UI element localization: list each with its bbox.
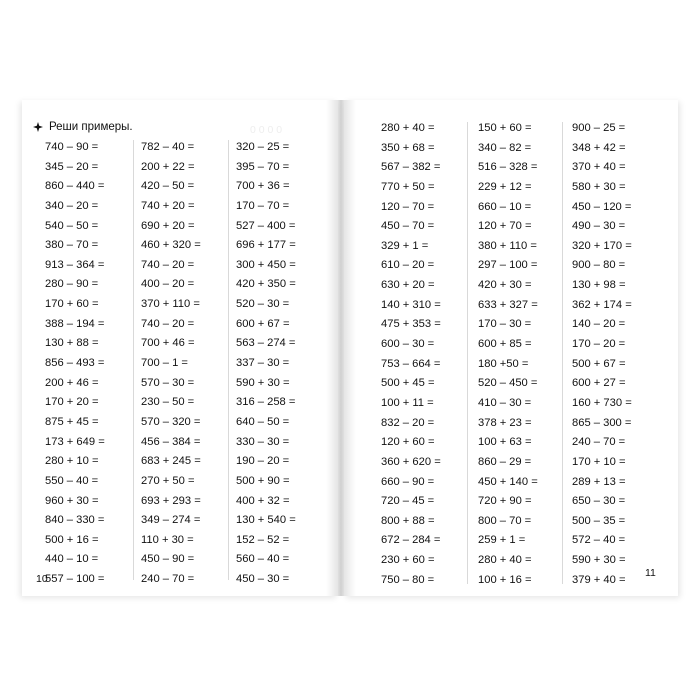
left-column-3 <box>236 138 328 590</box>
exercise-item: 913 – 364 = <box>45 258 105 271</box>
exercise-item: 860 – 440 = <box>45 180 105 193</box>
exercise-item: 289 + 13 = <box>572 475 626 488</box>
exercise-item: 750 – 80 = <box>381 573 435 586</box>
exercise-item: 740 – 20 = <box>141 258 195 271</box>
exercise-item: 152 – 52 = <box>236 533 290 546</box>
exercise-item: 600 + 67 = <box>236 317 290 330</box>
exercise-item: 500 + 90 = <box>236 474 290 487</box>
exercise-item: 360 + 620 = <box>381 455 441 468</box>
left-column-1 <box>45 138 137 590</box>
exercise-item: 388 – 194 = <box>45 317 105 330</box>
exercise-item: 500 – 35 = <box>572 514 626 527</box>
exercise-item: 840 – 330 = <box>45 514 105 527</box>
right-column-3 <box>572 119 664 590</box>
exercise-item: 800 – 70 = <box>478 514 532 527</box>
exercise-item: 280 + 40 = <box>381 122 435 134</box>
exercise-item: 380 + 110 = <box>478 239 537 252</box>
exercise-item: 865 – 300 = <box>572 416 632 429</box>
exercise-item: 696 + 177 = <box>236 239 296 252</box>
exercise-item: 580 + 30 = <box>572 180 626 193</box>
exercise-item: 280 + 40 = <box>478 554 532 567</box>
exercise-item: 590 + 30 = <box>236 376 290 389</box>
exercise-item: 475 + 353 = <box>381 318 441 331</box>
exercise-item: 450 – 90 = <box>141 553 195 566</box>
left-divider-1 <box>133 140 134 580</box>
exercise-item: 173 + 649 = <box>45 435 105 448</box>
exercise-item: 130 + 88 = <box>45 337 99 350</box>
right-column-2 <box>478 119 570 590</box>
exercise-item: 320 – 25 = <box>236 141 290 153</box>
exercise-item: 720 + 90 = <box>478 495 532 508</box>
exercise-item: 345 – 20 = <box>45 160 99 173</box>
exercise-item: 420 + 30 = <box>478 279 532 292</box>
exercise-item: 259 + 1 = <box>478 534 526 547</box>
instruction-text: Реши примеры. <box>49 121 133 133</box>
left-column-2 <box>141 138 233 590</box>
instruction <box>33 121 133 133</box>
exercise-item: 150 + 60 = <box>478 122 532 134</box>
exercise-item: 832 – 20 = <box>381 416 435 429</box>
exercise-item: 140 – 20 = <box>572 318 626 331</box>
exercise-item: 170 + 60 = <box>45 298 99 311</box>
exercise-item: 560 – 40 = <box>236 553 290 566</box>
exercise-item: 160 + 730 = <box>572 396 632 409</box>
exercise-item: 570 – 320 = <box>141 415 201 428</box>
exercise-item: 370 + 110 = <box>141 298 200 311</box>
exercise-item: 378 + 23 = <box>478 416 532 429</box>
exercise-item: 140 + 310 = <box>381 298 441 311</box>
exercise-item: 450 – 120 = <box>572 200 632 213</box>
right-divider-1 <box>467 122 468 584</box>
exercise-item: 395 – 70 = <box>236 160 290 173</box>
exercise-item: 640 – 50 = <box>236 415 290 428</box>
exercise-item: 337 – 30 = <box>236 357 290 370</box>
exercise-item: 900 – 80 = <box>572 259 626 272</box>
exercise-item: 240 – 70 = <box>141 573 195 586</box>
exercise-item: 660 – 10 = <box>478 200 532 213</box>
exercise-item: 170 + 10 = <box>572 455 626 468</box>
exercise-item: 200 + 46 = <box>45 376 99 389</box>
exercise-item: 100 + 63 = <box>478 436 532 449</box>
exercise-item: 400 – 20 = <box>141 278 195 291</box>
exercise-item: 770 + 50 = <box>381 180 435 193</box>
exercise-item: 660 – 90 = <box>381 475 435 488</box>
exercise-item: 120 + 60 = <box>381 436 435 449</box>
exercise-item: 340 – 20 = <box>45 199 99 212</box>
exercise-item: 230 – 50 = <box>141 396 195 409</box>
exercise-item: 650 – 30 = <box>572 495 626 508</box>
exercise-item: 490 – 30 = <box>572 220 626 233</box>
page-number-left: 10 <box>36 573 48 585</box>
exercise-item: 170 – 70 = <box>236 199 290 212</box>
exercise-item: 740 – 90 = <box>45 141 99 153</box>
exercise-item: 557 – 100 = <box>45 573 105 586</box>
exercise-item: 633 + 327 = <box>478 298 538 311</box>
exercise-item: 563 – 274 = <box>236 337 296 350</box>
exercise-item: 856 – 493 = <box>45 357 105 370</box>
exercise-item: 567 – 382 = <box>381 161 441 174</box>
exercise-item: 600 – 30 = <box>381 338 435 351</box>
exercise-item: 440 – 10 = <box>45 553 99 566</box>
exercise-item: 700 + 36 = <box>236 180 290 193</box>
exercise-item: 740 + 20 = <box>141 199 195 212</box>
exercise-item: 330 – 30 = <box>236 435 290 448</box>
exercise-item: 960 + 30 = <box>45 494 99 507</box>
right-divider-2 <box>562 122 563 584</box>
exercise-item: 500 + 67 = <box>572 357 626 370</box>
exercise-item: 610 – 20 = <box>381 259 435 272</box>
exercise-item: 700 + 46 = <box>141 337 195 350</box>
exercise-item: 516 – 328 = <box>478 161 538 174</box>
exercise-item: 410 – 30 = <box>478 396 532 409</box>
exercise-item: 690 + 20 = <box>141 219 195 232</box>
exercise-item: 340 – 82 = <box>478 141 532 154</box>
exercise-item: 875 + 45 = <box>45 415 99 428</box>
exercise-item: 460 + 320 = <box>141 239 201 252</box>
exercise-item: 280 – 90 = <box>45 278 99 291</box>
exercise-item: 320 + 170 = <box>572 239 632 252</box>
four-point-star-icon <box>33 122 43 132</box>
exercise-item: 683 + 245 = <box>141 455 201 468</box>
exercise-item: 270 + 50 = <box>141 474 195 487</box>
exercise-item: 110 + 30 = <box>141 533 194 546</box>
exercise-item: 700 – 1 = <box>141 357 188 370</box>
exercise-item: 590 + 30 = <box>572 554 626 567</box>
left-divider-2 <box>228 140 229 580</box>
page-number-right: 11 <box>645 567 656 579</box>
exercise-item: 450 – 70 = <box>381 220 435 233</box>
exercise-item: 170 – 30 = <box>478 318 532 331</box>
exercise-item: 600 + 27 = <box>572 377 626 390</box>
exercise-item: 572 – 40 = <box>572 534 626 547</box>
exercise-item: 350 + 68 = <box>381 141 435 154</box>
exercise-item: 230 + 60 = <box>381 554 435 567</box>
exercise-item: 693 + 293 = <box>141 494 201 507</box>
exercise-item: 297 – 100 = <box>478 259 538 272</box>
exercise-item: 170 + 20 = <box>45 396 99 409</box>
exercise-item: 362 + 174 = <box>572 298 632 311</box>
exercise-item: 456 – 384 = <box>141 435 201 448</box>
exercise-item: 349 – 274 = <box>141 514 201 527</box>
exercise-item: 329 + 1 = <box>381 239 429 252</box>
exercise-item: 100 + 16 = <box>478 573 532 586</box>
show-through-text: 0 0 0 0 <box>250 124 283 136</box>
exercise-item: 120 – 70 = <box>381 200 435 213</box>
exercise-item: 120 + 70 = <box>478 220 532 233</box>
exercise-item: 800 + 88 = <box>381 514 435 527</box>
exercise-item: 400 + 32 = <box>236 494 290 507</box>
exercise-item: 570 – 30 = <box>141 376 195 389</box>
exercise-item: 520 – 30 = <box>236 298 290 311</box>
exercise-item: 500 + 16 = <box>45 533 99 546</box>
exercise-item: 380 – 70 = <box>45 239 99 252</box>
exercise-item: 500 + 45 = <box>381 377 435 390</box>
right-column-1 <box>381 119 473 590</box>
exercise-item: 520 – 450 = <box>478 377 538 390</box>
exercise-item: 100 + 11 = <box>381 396 434 409</box>
exercise-item: 200 + 22 = <box>141 160 195 173</box>
exercise-item: 240 – 70 = <box>572 436 626 449</box>
exercise-item: 550 – 40 = <box>45 474 99 487</box>
exercise-item: 672 – 284 = <box>381 534 441 547</box>
exercise-item: 540 – 50 = <box>45 219 99 232</box>
exercise-item: 420 + 350 = <box>236 278 296 291</box>
exercise-item: 316 – 258 = <box>236 396 296 409</box>
exercise-item: 280 + 10 = <box>45 455 99 468</box>
exercise-item: 782 – 40 = <box>141 141 195 153</box>
exercise-item: 348 + 42 = <box>572 141 626 154</box>
exercise-item: 170 – 20 = <box>572 338 626 351</box>
exercise-item: 900 – 25 = <box>572 122 626 134</box>
exercise-item: 720 – 45 = <box>381 495 435 508</box>
exercise-item: 300 + 450 = <box>236 258 296 271</box>
exercise-item: 370 + 40 = <box>572 161 626 174</box>
exercise-item: 450 + 140 = <box>478 475 538 488</box>
exercise-item: 229 + 12 = <box>478 180 532 193</box>
exercise-item: 740 – 20 = <box>141 317 195 330</box>
exercise-item: 130 + 98 = <box>572 279 626 292</box>
exercise-item: 600 + 85 = <box>478 338 532 351</box>
exercise-item: 450 – 30 = <box>236 573 290 586</box>
exercise-item: 527 – 400 = <box>236 219 296 232</box>
exercise-item: 630 + 20 = <box>381 279 435 292</box>
exercise-item: 180 +50 = <box>478 357 529 370</box>
exercise-item: 379 + 40 = <box>572 573 626 586</box>
exercise-item: 130 + 540 = <box>236 514 296 527</box>
exercise-item: 860 – 29 = <box>478 455 532 468</box>
exercise-item: 420 – 50 = <box>141 180 195 193</box>
exercise-item: 753 – 664 = <box>381 357 441 370</box>
exercise-item: 190 – 20 = <box>236 455 290 468</box>
